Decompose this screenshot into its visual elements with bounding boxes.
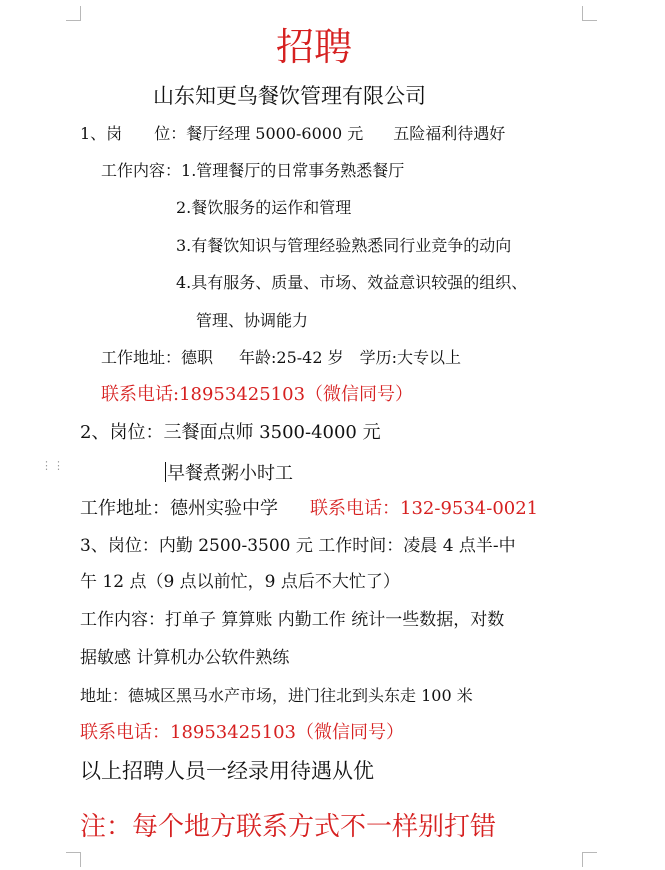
job2-phone: 联系电话：132-9534-0021: [310, 498, 539, 519]
job2-details: [80, 500, 538, 518]
text-cursor: [165, 462, 166, 482]
job1-header: [80, 126, 505, 142]
job2-subtitle-line[interactable]: [165, 462, 293, 483]
job3-phone: 联系电话：18953425103（微信同号）: [80, 722, 404, 743]
job1-location: 工作地址：德职: [101, 348, 214, 367]
margin-corner-top-right: [582, 6, 597, 21]
job1-duty-4-cont: 管理、协调能力: [196, 311, 309, 330]
job1-header-num: 1、岗: [80, 124, 123, 143]
note-text: 注：每个地方联系方式不一样别打错: [80, 812, 497, 842]
job1-education: 学历:大专以上: [359, 348, 462, 367]
job1-duty-line-1: [101, 163, 404, 179]
job2-header: 2、岗位：三餐面点师 3500-4000 元: [80, 422, 381, 443]
job1-benefits: 五险福利待遇好: [393, 124, 506, 143]
job3-address: 地址：德城区黑马水产市场，进门往北到头东走 100 米: [80, 686, 473, 705]
job1-duty-4: 4.具有服务、质量、市场、效益意识较强的组织、: [176, 273, 528, 292]
job1-phone: 联系电话:18953425103（微信同号）: [101, 384, 414, 405]
company-name: 山东知更鸟餐饮管理有限公司: [153, 84, 426, 108]
job2-location: 工作地址：德州实验中学: [80, 498, 278, 519]
job1-header-position: 位：餐厅经理 5000-6000 元: [154, 124, 364, 143]
job1-duty-2: 2.餐饮服务的运作和管理: [176, 198, 352, 217]
job3-header-line-2: 午 12 点（9 点以前忙，9 点后不大忙了）: [80, 572, 400, 592]
margin-corner-bottom-right: [582, 852, 597, 867]
job3-header-line-1: 3、岗位：内勤 2500-3500 元 工作时间：凌晨 4 点半-中: [80, 536, 516, 556]
drag-handle-icon[interactable]: ⋮⋮: [41, 459, 65, 472]
job3-duties-line-1: 工作内容：打单子 算算账 内勤工作 统计一些数据，对数: [80, 610, 505, 630]
job1-age: 年龄:25-42 岁: [239, 348, 344, 367]
margin-corner-top-left: [66, 6, 81, 21]
margin-corner-bottom-left: [66, 852, 81, 867]
page-title: 招聘: [276, 25, 353, 69]
job1-duty-3: 3.有餐饮知识与管理经验熟悉同行业竞争的动向: [176, 236, 512, 255]
job1-details: [101, 350, 461, 366]
job3-duties-line-2: 据敏感 计算机办公软件熟练: [80, 648, 290, 668]
footer-text: 以上招聘人员一经录用待遇从优: [80, 759, 374, 783]
job1-duty-1: 1.管理餐厅的日常事务熟悉餐厅: [181, 161, 405, 180]
job2-subtitle: 早餐煮粥小时工: [167, 463, 293, 484]
job1-duty-label: 工作内容：: [101, 161, 182, 180]
